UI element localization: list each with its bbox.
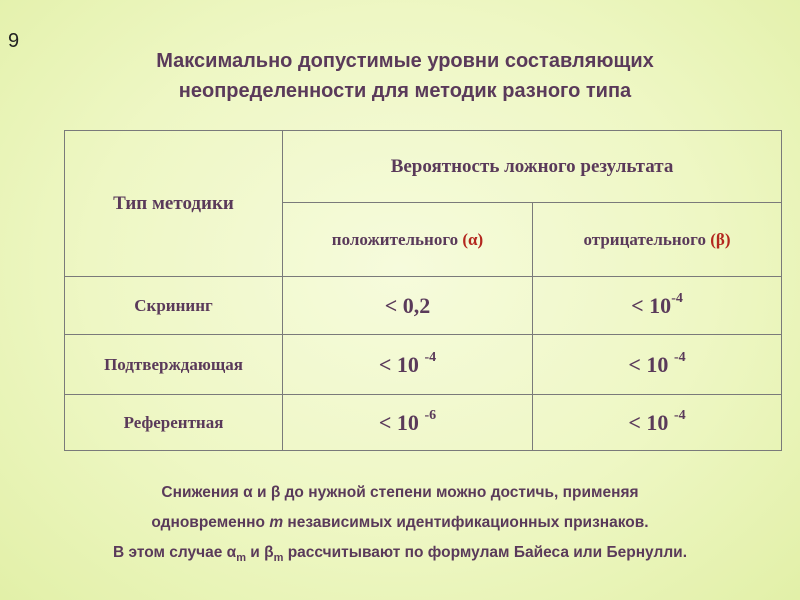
note-line-2: одновременно m независимых идентификационных признаков. bbox=[151, 514, 649, 531]
row-label: Скрининг bbox=[65, 277, 283, 335]
alpha-value: < 10 $^{-6}$ bbox=[283, 395, 533, 451]
beta-symbol: (β) bbox=[710, 229, 731, 249]
title-line-1: Максимально допустимые уровни составляющих bbox=[156, 50, 654, 72]
header-negative: отрицательного (β) bbox=[533, 203, 782, 277]
header-positive: положительного (α) bbox=[283, 203, 533, 277]
uncertainty-table bbox=[64, 130, 782, 451]
row-label: Референтная bbox=[65, 395, 283, 451]
row-label: Подтверждающая bbox=[65, 335, 283, 395]
header-false-result-probability: Вероятность ложного результата bbox=[283, 131, 782, 203]
note-line-1: Снижения α и β до нужной степени можно достичь, применяя bbox=[161, 484, 639, 501]
alpha-value: < 10 $^{-4}$ bbox=[283, 335, 533, 395]
alpha-symbol: (α) bbox=[462, 229, 484, 249]
beta-value: < $10^{-4}$ bbox=[533, 277, 782, 335]
slide-number: 9 bbox=[8, 30, 20, 52]
beta-value: < 10 $^{-4}$ bbox=[533, 395, 782, 451]
beta-value: < 10 $^{-4}$ bbox=[533, 335, 782, 395]
header-method-type: Тип методики bbox=[65, 131, 283, 277]
slide-title bbox=[40, 46, 770, 106]
table-row bbox=[65, 335, 782, 395]
title-line-2: неопределенности для методик разного типа bbox=[178, 80, 632, 102]
table-row bbox=[65, 277, 782, 335]
note-line-3: В этом случае $\alpha_m$ и $\beta_m$ рассчитывают по формулам Байеса или Бернулли. bbox=[112, 544, 688, 565]
table-row bbox=[65, 395, 782, 451]
alpha-value: < 0,2 bbox=[283, 277, 533, 335]
